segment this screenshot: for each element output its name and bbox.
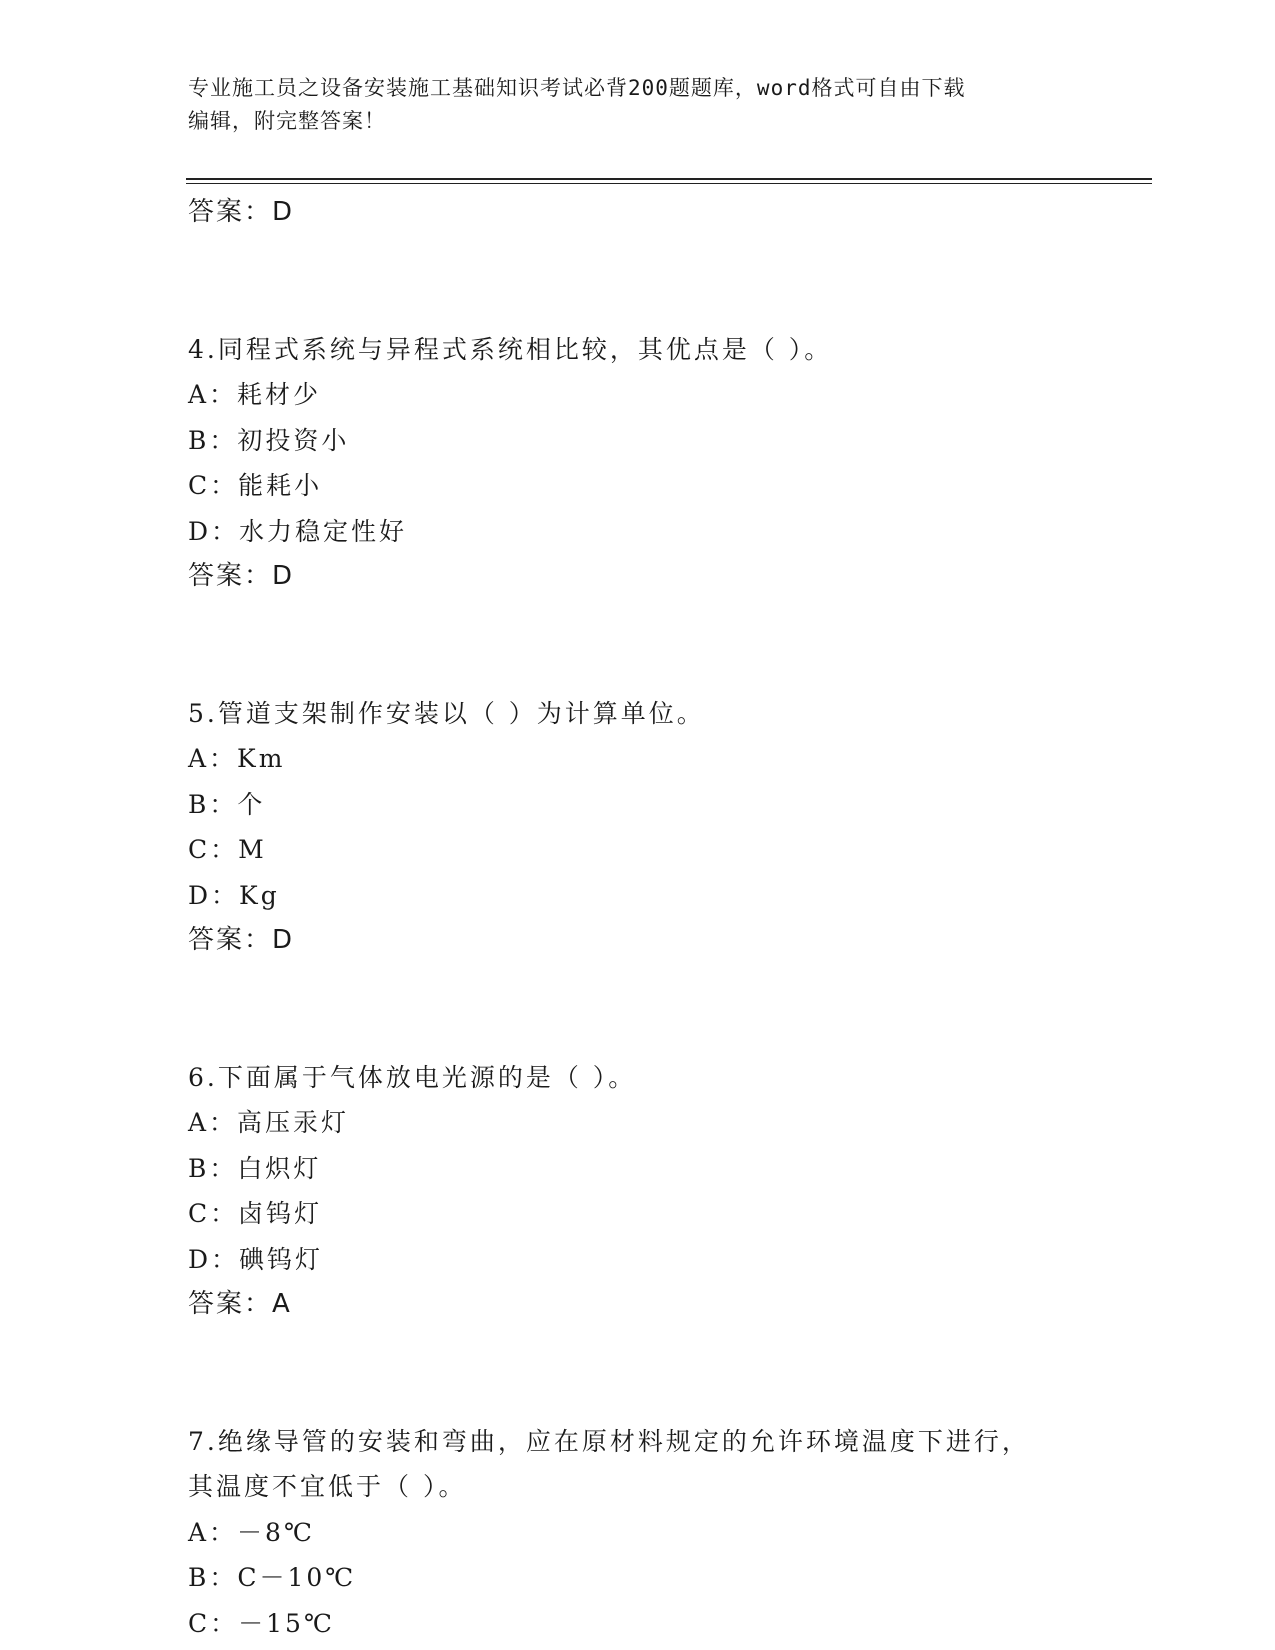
answer: 答案：A (188, 1289, 292, 1319)
option-b: B：个 (188, 789, 266, 819)
document-body (188, 190, 1148, 1646)
option-b: B：初投资小 (188, 425, 350, 455)
question-stem-line-2: 其温度不宜低于（ ）。 (188, 1472, 467, 1501)
spacer (188, 964, 1148, 1055)
answer: 答案：D (188, 561, 295, 591)
header-rule-thick (186, 178, 1152, 180)
header-title-line-1: 专业施工员之设备安装施工基础知识考试必背200题题库，word格式可自由下载 (188, 76, 966, 100)
question-6 (188, 1055, 1148, 1328)
spacer (188, 1328, 1148, 1419)
header-rule-thin (186, 183, 1152, 184)
question-4 (188, 327, 1148, 600)
header-title-line-2: 编辑，附完整答案！ (188, 109, 386, 133)
page-header (188, 72, 1088, 138)
question-7 (188, 1419, 1148, 1647)
option-d: D：Kg (188, 880, 280, 910)
question-stem: 4.同程式系统与异程式系统相比较，其优点是（ ）。 (188, 334, 833, 364)
answer: 答案：D (188, 925, 295, 955)
question-stem-line-1: 7.绝缘导管的安装和弯曲，应在原材料规定的允许环境温度下进行， (188, 1426, 1030, 1456)
question-stem: 5.管道支架制作安装以（ ）为计算单位。 (188, 698, 705, 728)
option-a: A：耗材少 (188, 380, 322, 409)
question-stem: 6.下面属于气体放电光源的是（ ）。 (188, 1062, 637, 1092)
option-d: D：碘钨灯 (188, 1244, 324, 1274)
option-b: B：白炽灯 (188, 1153, 322, 1183)
option-d: D：水力稳定性好 (188, 516, 408, 546)
answer-q3: 答案：D (188, 197, 295, 227)
option-c: C：卤钨灯 (188, 1199, 323, 1228)
option-a: A：高压汞灯 (188, 1108, 350, 1137)
option-b: B：C－10℃ (188, 1563, 357, 1592)
spacer (188, 236, 1148, 327)
option-a: A：Km (188, 744, 286, 773)
option-c: C：－15℃ (188, 1608, 335, 1638)
option-a: A：－8℃ (188, 1517, 315, 1547)
spacer (188, 600, 1148, 691)
option-c: C：M (188, 835, 267, 864)
question-5 (188, 691, 1148, 964)
option-c: C：能耗小 (188, 471, 323, 500)
